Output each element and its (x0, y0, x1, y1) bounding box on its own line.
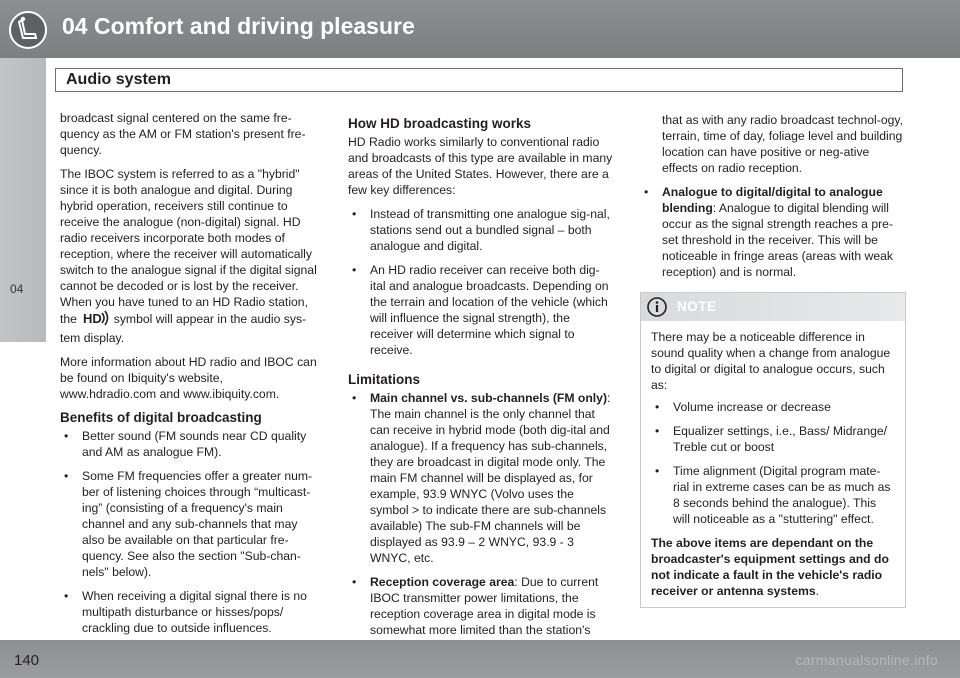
paragraph-text: The IBOC system is referred to as a "hybrid" since it is both analogue and digital. During hybrid operation, receivers still continue to receive the analogue (non-digital) signal. HD radio receivers incorporate both modes of reception, where the receiver will automatically switch to the analogue signal if the digital signal cannot be decoded or is lost by the receiver. When you have tuned to an HD Radio station, the (60, 167, 317, 327)
note-body (641, 321, 905, 607)
list-item: • An HD radio receiver can receive both dig-ital and analogue broadcasts. Depending on the terrain and location of the vehicle (which will influence the signal strength), the receiver will determine which signal to receive. (348, 262, 614, 358)
paragraph-hybrid (60, 166, 322, 346)
item-text: : Due to current IBOC transmitter power limitations, the reception coverage area in digital mode is somewhat more limited than the station's (370, 575, 599, 637)
list-item (348, 390, 614, 566)
note-conclusion-text: The above items are dependant on the broadcaster's equipment settings and do not indicate a fault in the vehicle's radio receiver or antenna systems (651, 536, 889, 598)
column-1 (60, 110, 322, 644)
column-2 (348, 116, 614, 662)
subheading-limitations: Limitations (348, 372, 421, 387)
item-title: Main channel vs. sub-channels (FM only) (370, 391, 608, 405)
list-item: • Volume increase or decrease (651, 399, 895, 415)
item-title: Analogue to digital/digital to analogue blending (662, 185, 883, 215)
limitations-list-continued (640, 184, 906, 280)
item-title: Reception coverage area (370, 575, 515, 589)
section-header (55, 68, 903, 92)
note-conclusion-tail: . (815, 584, 820, 598)
note-list (651, 399, 895, 527)
chapter-header (0, 0, 960, 58)
subheading-how: How HD broadcasting works (348, 116, 532, 131)
paragraph: broadcast signal centered on the same fre-quency as the AM or FM station's present fre-quency. (60, 111, 306, 157)
page-footer (0, 640, 960, 678)
seat-icon (8, 10, 48, 50)
item-text: : Analogue to digital blending will occur as the signal strength reaches a pre-set threshold in the receiver. This will be noticeable in fringe areas (areas with weak reception) and is normal. (662, 201, 894, 279)
note-conclusion (651, 535, 895, 599)
note-intro: There may be a noticeable difference in sound quality when a change from analogue to digital or digital to analogue occurs, such as: (651, 330, 891, 392)
limitations-list (348, 390, 614, 654)
subheading-benefits: Benefits of digital broadcasting (60, 410, 262, 425)
side-tab-label: 04 (10, 282, 24, 296)
list-item: • Equalizer settings, i.e., Bass/ Midrange/ Treble cut or boost (651, 423, 895, 455)
paragraph-continued: that as with any radio broadcast technol-ogy, terrain, time of day, foliage level and building location can have positive or neg-ative effects on radio reception. (662, 113, 903, 175)
chapter-title: 04 Comfort and driving pleasure (62, 13, 415, 39)
list-item: • Some FM frequencies offer a greater num-ber of listening choices through “multicast-ing” (consisting of a frequency's main channel and any sub-channels that may also be available on that particular fre-quency. See also the section "Sub-chan-nels" below). (60, 468, 322, 580)
list-item: • Better sound (FM sounds near CD quality and AM as analogue FM). (60, 428, 322, 460)
list-item: • When receiving a digital signal there is no multipath disturbance or hisses/pops/ crackling due to outside influences. (60, 588, 322, 636)
note-title: NOTE (677, 299, 717, 314)
info-icon (647, 297, 667, 317)
item-text: : The main channel is the only channel that can receive in hybrid mode (both dig-ital and analogue). If a frequency has sub-channels, they are broadcast in digital mode only. The main FM channel will be displayed as, for example, 93.9 WNYC (Volvo uses the symbol > to indicate there are sub-channels available) The sub-FM channels will be displayed as 93.9 – 2 WNYC, 93.9 - 3 WNYC, etc. (370, 391, 611, 565)
paragraph: HD Radio works similarly to conventional radio and broadcasts of this type are available in many areas of the United States. However, there are a few key differences: (348, 135, 613, 197)
list-item: • Time alignment (Digital program mate-rial in extreme cases can be as much as 8 seconds behind the analogue). This will noticeable as a "stuttering" effect. (651, 463, 895, 527)
paragraph: More information about HD radio and IBOC can be found on Ibiquity's website, www.hdradio.com and www.ibiquity.com. (60, 355, 317, 401)
watermark: carmanualsonline.info (795, 652, 938, 668)
section-title: Audio system (66, 71, 171, 88)
page-number: 140 (14, 652, 40, 669)
note-box (640, 292, 906, 608)
note-header (641, 293, 905, 321)
hd-radio-icon (80, 308, 110, 328)
list-item (640, 184, 906, 280)
benefits-list (60, 428, 322, 636)
column-3 (640, 112, 906, 608)
differences-list (348, 206, 614, 358)
svg-text:HD: HD (83, 311, 103, 326)
chapter-side-tab (0, 58, 46, 342)
list-item: • Instead of transmitting one analogue sig-nal, stations send out a bundled signal – both analogue and digital. (348, 206, 614, 254)
paragraph-text: symbol will appear in the audio sys-tem display. (60, 312, 307, 345)
